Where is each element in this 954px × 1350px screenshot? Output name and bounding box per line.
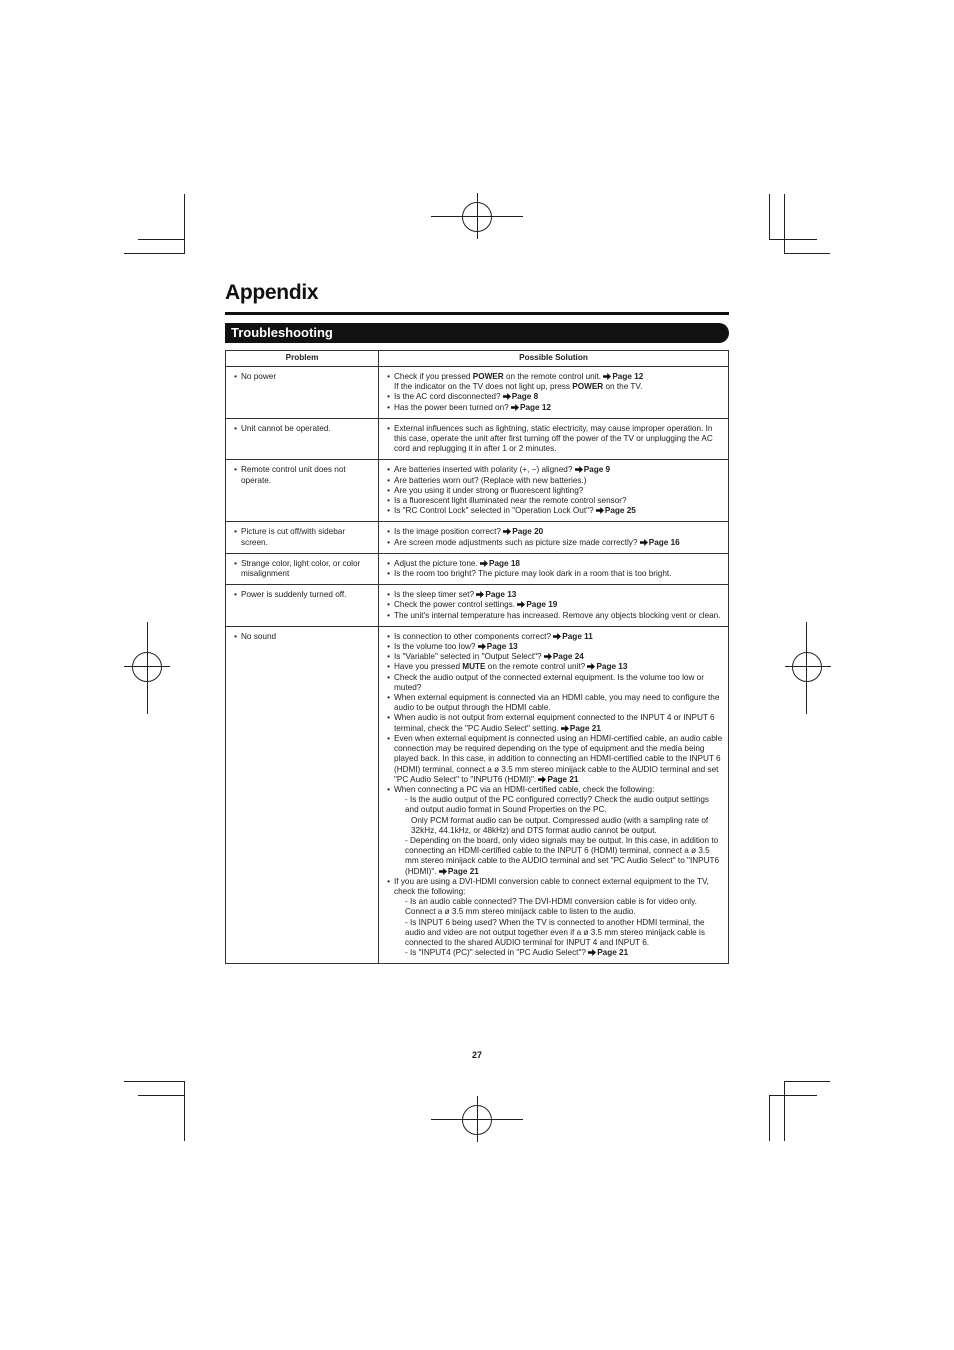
solution-item xyxy=(383,392,724,402)
solution-item xyxy=(383,734,724,785)
bullet: • xyxy=(234,423,237,433)
solution-text: Are batteries inserted with polarity (+, −) aligned? xyxy=(394,465,575,475)
page-reference-label: Page 9 xyxy=(583,465,611,475)
bullet: • xyxy=(387,713,390,723)
solution-text: Is connection to other components correct? xyxy=(394,631,554,641)
page-reference-label: Page 21 xyxy=(569,723,601,733)
bullet: • xyxy=(234,527,237,537)
solution-text: - Is an audio cable connected? The DVI-HDMI conversion cable is for video only. Connect a ø 3.5 mm stereo minijack cable to listen to the audio. xyxy=(405,897,697,917)
bullet: • xyxy=(234,372,237,381)
page-reference xyxy=(640,538,680,547)
solution-item xyxy=(383,662,724,672)
solution-text: Adjust the picture tone. xyxy=(394,558,481,568)
table-row xyxy=(226,553,729,584)
table-row xyxy=(226,460,729,522)
page-reference-label: Page 21 xyxy=(547,774,579,784)
solution-cell xyxy=(379,522,729,553)
solution-item xyxy=(383,642,724,652)
problem-text: No sound xyxy=(241,631,277,641)
bullet: • xyxy=(387,569,390,579)
solution-item xyxy=(383,632,724,642)
solution-text: Only PCM format audio can be output. Compressed audio (with a sampling rate of 32kHz, 44.1kHz, or 48kHz) and DTS format audio cannot be output. xyxy=(411,815,709,835)
problem-cell xyxy=(226,522,379,553)
solution-text: Check the audio output of the connected external equipment. Is the volume too low or muted? xyxy=(394,672,704,692)
arrow-right-icon xyxy=(544,652,553,661)
bullet: • xyxy=(387,693,390,703)
table-header-row xyxy=(226,351,729,367)
problem-text: Remote control unit does not operate. xyxy=(241,465,346,485)
page-reference xyxy=(561,724,601,733)
solution-item xyxy=(383,611,724,621)
bullet: • xyxy=(387,423,390,433)
solution-text: on the remote control unit? xyxy=(485,662,588,672)
solution-item xyxy=(383,877,724,959)
page-reference xyxy=(553,632,593,641)
page-reference xyxy=(587,662,627,671)
solution-item xyxy=(383,372,724,392)
page-reference-label: Page 21 xyxy=(447,866,479,876)
solution-text: Is the image position correct? xyxy=(394,527,504,537)
bullet: • xyxy=(387,485,390,495)
problem-cell xyxy=(226,585,379,627)
solution-text: When external equipment is connected via an HDMI cable, you may need to configure the audio to be output through the HDMI cable. xyxy=(394,693,720,713)
button-name: POWER xyxy=(472,372,504,381)
solution-cell xyxy=(379,585,729,627)
bullet: • xyxy=(234,465,237,475)
page-reference-label: Page 11 xyxy=(562,631,593,641)
page-reference xyxy=(480,559,520,568)
solution-item xyxy=(383,465,724,475)
page-reference xyxy=(596,506,636,515)
problem-cell xyxy=(226,367,379,419)
bullet: • xyxy=(387,465,390,475)
arrow-right-icon xyxy=(517,600,526,609)
bullet: • xyxy=(387,475,390,485)
page-reference-label: Page 25 xyxy=(604,506,636,516)
bullet: • xyxy=(387,392,390,402)
table-body xyxy=(226,367,729,964)
page-reference-label: Page 16 xyxy=(648,537,680,547)
arrow-right-icon xyxy=(596,506,605,515)
solution-text: Is "Variable" selected in "Output Select"? xyxy=(394,652,544,662)
arrow-right-icon xyxy=(603,372,612,381)
solution-text: Is the AC cord disconnected? xyxy=(394,392,503,402)
solution-item xyxy=(383,496,724,506)
solution-subitem xyxy=(394,897,724,917)
section-banner xyxy=(225,323,729,343)
page-reference xyxy=(478,642,518,651)
solution-text: Check if you pressed xyxy=(394,372,473,381)
page-reference-label: Page 13 xyxy=(486,642,518,652)
solution-subitem xyxy=(394,836,724,877)
bullet: • xyxy=(387,600,390,610)
bullet: • xyxy=(387,506,390,516)
solution-text: When connecting a PC via an HDMI-certified cable, check the following: xyxy=(394,784,655,794)
bullet: • xyxy=(387,537,390,547)
solution-item xyxy=(383,590,724,600)
solution-item xyxy=(383,403,724,413)
table-row xyxy=(226,367,729,419)
solution-item xyxy=(383,538,724,548)
solution-item xyxy=(383,785,724,877)
solution-item xyxy=(383,476,724,486)
section-title: Troubleshooting xyxy=(231,325,333,340)
solution-text: - Depending on the board, only video signals may be output. In this case, in addition to connecting an HDMI-certified cable to the INPUT 6 (HDMI) terminal, connect a ø 3.5 mm stereo minijack cable to the AUDIO terminal and set "PC Audio Select" to "INPUT6 (HDMI)". xyxy=(405,835,720,876)
solution-text: Is "RC Control Lock" selected in "Operation Lock Out"? xyxy=(394,506,596,516)
solution-subitem xyxy=(394,816,724,836)
solution-text: Are screen mode adjustments such as picture size made correctly? xyxy=(394,537,640,547)
page-reference-label: Page 20 xyxy=(512,527,544,537)
solution-cell xyxy=(379,626,729,964)
solution-cell xyxy=(379,460,729,522)
solution-text: - Is "INPUT4 (PC)" selected in "PC Audio Select"? xyxy=(405,948,589,958)
bullet: • xyxy=(387,652,390,662)
solution-text: Are batteries worn out? (Replace with new batteries.) xyxy=(394,475,587,485)
problem-cell xyxy=(226,418,379,460)
page-reference-label: Page 13 xyxy=(485,590,517,600)
page-reference xyxy=(544,652,584,661)
bullet: • xyxy=(387,662,390,672)
page-reference xyxy=(503,392,538,401)
solution-item xyxy=(383,693,724,713)
solution-subitem xyxy=(394,948,724,958)
solution-cell xyxy=(379,367,729,419)
page-reference xyxy=(603,372,643,381)
page-reference-label: Page 24 xyxy=(552,652,584,662)
page-reference xyxy=(511,403,551,412)
problem-text: Picture is cut off/with sidebar screen. xyxy=(241,527,346,547)
arrow-right-icon xyxy=(503,527,512,536)
arrow-right-icon xyxy=(511,403,520,412)
solution-cell xyxy=(379,418,729,460)
bullet: • xyxy=(387,402,390,412)
table-row xyxy=(226,585,729,627)
arrow-right-icon xyxy=(439,867,448,876)
solution-item xyxy=(383,713,724,733)
bullet: • xyxy=(387,590,390,600)
column-header-solution: Possible Solution xyxy=(379,351,729,367)
bullet: • xyxy=(387,642,390,652)
arrow-right-icon xyxy=(640,538,649,547)
solution-text: If you are using a DVI-HDMI conversion cable to connect external equipment to the TV, check the following: xyxy=(394,876,709,896)
bullet: • xyxy=(387,784,390,794)
solution-text: If the indicator on the TV does not light up, press xyxy=(394,382,573,392)
solution-text: - Is the audio output of the PC configured correctly? Check the audio output settings and output audio format in Sound Properties on the PC. xyxy=(405,795,710,815)
solution-text: Is the sleep timer set? xyxy=(394,590,477,600)
page-reference xyxy=(588,948,628,957)
solution-item xyxy=(383,569,724,579)
page-reference xyxy=(575,465,610,474)
arrow-right-icon xyxy=(503,392,512,401)
solution-text: on the remote control unit. xyxy=(503,372,604,381)
page-reference xyxy=(517,600,557,609)
bullet: • xyxy=(387,527,390,537)
bullet: • xyxy=(387,631,390,641)
arrow-right-icon xyxy=(478,642,487,651)
page-reference xyxy=(538,775,578,784)
solution-item xyxy=(383,486,724,496)
solution-cell xyxy=(379,553,729,584)
solution-subitem xyxy=(394,918,724,949)
bullet: • xyxy=(387,496,390,506)
arrow-right-icon xyxy=(480,559,489,568)
problem-text: Power is suddenly turned off. xyxy=(241,590,347,600)
solution-item xyxy=(383,652,724,662)
solution-text: The unit's internal temperature has increased. Remove any objects blocking vent or clean. xyxy=(394,610,721,620)
solution-item xyxy=(383,506,724,516)
bullet: • xyxy=(234,590,237,600)
page-title: Appendix xyxy=(225,281,319,304)
button-name: MUTE xyxy=(462,662,486,672)
solution-text: Are you using it under strong or fluorescent lighting? xyxy=(394,485,584,495)
bullet: • xyxy=(387,733,390,743)
solution-item xyxy=(383,559,724,569)
column-header-problem: Problem xyxy=(226,351,379,367)
button-name: POWER xyxy=(572,382,604,392)
solution-item xyxy=(383,600,724,610)
bullet: • xyxy=(234,558,237,568)
bullet: • xyxy=(387,558,390,568)
page-reference xyxy=(476,590,516,599)
solution-subitem xyxy=(394,382,724,392)
solution-item xyxy=(383,673,724,693)
arrow-right-icon xyxy=(575,465,584,474)
problem-text: Unit cannot be operated. xyxy=(241,423,331,433)
solution-item xyxy=(383,527,724,537)
table-row xyxy=(226,626,729,964)
solution-text: Even when external equipment is connected using an HDMI-certified cable, an audio cable connection may be required depending on the type of equipment and the media being played back. In this case, in addition to connecting an HDMI-certified cable to the INPUT 6 (HDMI) terminal, connect a ø 3.5 mm stereo minijack cable to the AUDIO terminal and set "PC Audio Select" to "INPUT6 (HDMI)". xyxy=(394,733,723,784)
page-reference xyxy=(503,527,543,536)
page-reference-label: Page 21 xyxy=(597,948,629,958)
page-reference xyxy=(439,867,479,876)
solution-text: Have you pressed xyxy=(394,662,463,672)
solution-text: Check the power control settings. xyxy=(394,600,518,610)
bullet: • xyxy=(234,631,237,641)
solution-text: - Is INPUT 6 being used? When the TV is connected to another HDMI terminal, the audio and video are not output together even if a ø 3.5 mm stereo minijack cable is connected to the shared AUDIO terminal for INPUT 4 and INPUT 6. xyxy=(405,917,705,947)
title-rule xyxy=(225,312,729,315)
solution-subitem xyxy=(394,795,724,815)
page-number: 27 xyxy=(471,1050,482,1060)
page-reference-label: Page 19 xyxy=(526,600,558,610)
problem-cell xyxy=(226,553,379,584)
problem-text: Strange color, light color, or color misalignment xyxy=(241,558,361,579)
solution-text: on the TV. xyxy=(603,382,643,392)
problem-text: No power xyxy=(241,372,277,381)
solution-text: Is the room too bright? The picture may look dark in a room that is too bright. xyxy=(394,569,672,579)
troubleshooting-table xyxy=(225,350,729,964)
solution-text: External influences such as lightning, static electricity, may cause improper operation. In this case, operate the unit after first turning off the power of the TV or unplugging the AC cord and replugging it in after 1 or 2 minutes. xyxy=(394,423,713,454)
page-reference-label: Page 13 xyxy=(596,662,628,672)
arrow-right-icon xyxy=(553,632,562,641)
bullet: • xyxy=(387,876,390,886)
solution-text: Is a fluorescent light illuminated near the remote control sensor? xyxy=(394,496,627,506)
bullet: • xyxy=(387,372,390,381)
arrow-right-icon xyxy=(561,724,570,733)
problem-cell xyxy=(226,460,379,522)
arrow-right-icon xyxy=(588,948,597,957)
page-reference-label: Page 12 xyxy=(519,402,551,412)
page-reference-label: Page 8 xyxy=(511,392,539,402)
page-reference-label: Page 18 xyxy=(489,558,520,568)
solution-text: When audio is not output from external equipment connected to the INPUT 4 or INPUT 6 terminal, check the "PC Audio Select" setting. xyxy=(394,713,715,733)
solution-text: Is the volume too low? xyxy=(394,642,478,652)
bullet: • xyxy=(387,672,390,682)
bullet: • xyxy=(387,610,390,620)
problem-cell xyxy=(226,626,379,964)
solution-text: Has the power been turned on? xyxy=(394,402,511,412)
table-row xyxy=(226,418,729,460)
page-reference-label: Page 12 xyxy=(612,372,644,381)
table-row xyxy=(226,522,729,553)
solution-item xyxy=(383,424,724,455)
